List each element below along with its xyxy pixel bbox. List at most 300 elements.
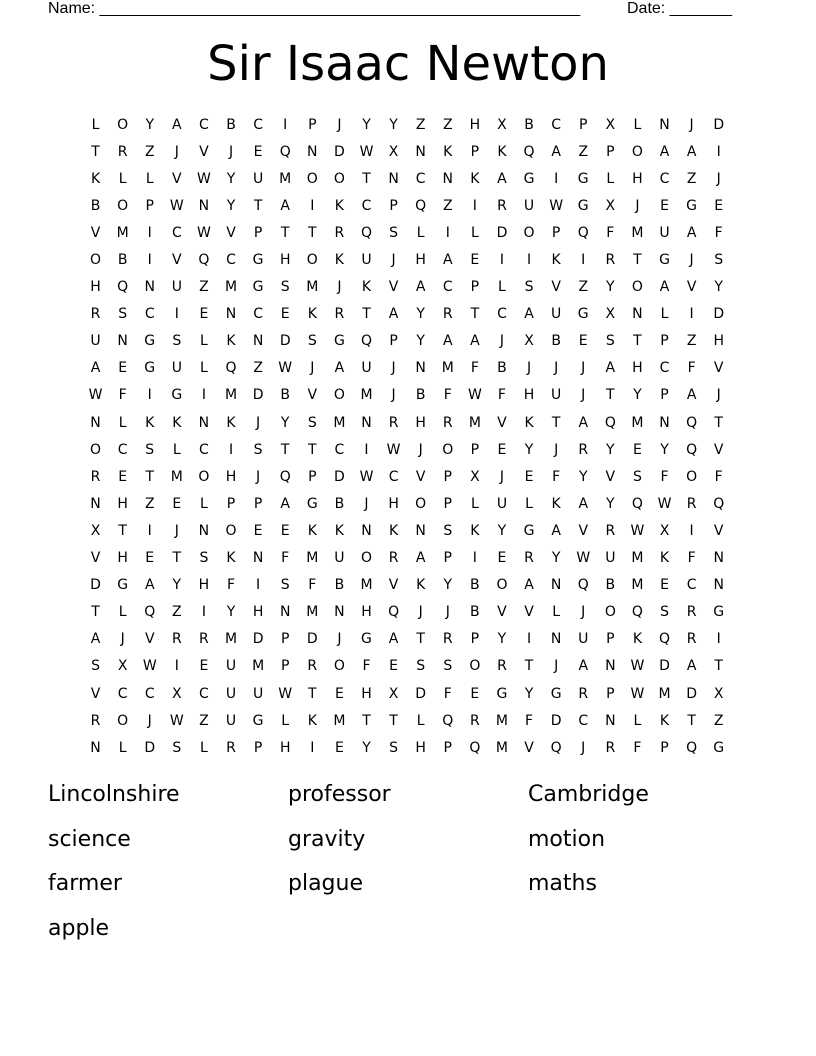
grid-letter[interactable]: Y <box>578 468 588 485</box>
grid-letter[interactable]: P <box>606 631 615 648</box>
grid-letter[interactable]: S <box>660 604 669 621</box>
grid-letter[interactable]: P <box>470 631 480 648</box>
grid-letter[interactable]: P <box>389 197 398 214</box>
grid-letter[interactable]: U <box>361 252 372 269</box>
grid-letter[interactable]: G <box>523 170 535 187</box>
grid-letter[interactable]: K <box>307 712 317 729</box>
grid-letter[interactable]: R <box>605 739 616 756</box>
grid-letter[interactable]: C <box>551 116 562 133</box>
grid-letter[interactable]: R <box>605 252 616 269</box>
grid-letter[interactable]: O <box>198 468 210 485</box>
grid-letter[interactable]: M <box>116 224 129 241</box>
grid-letter[interactable]: C <box>171 224 182 241</box>
grid-letter[interactable]: X <box>90 522 101 539</box>
grid-letter[interactable]: I <box>526 252 532 269</box>
grid-letter[interactable]: G <box>117 577 129 594</box>
grid-letter[interactable]: N <box>605 658 616 675</box>
grid-letter[interactable]: O <box>631 143 643 160</box>
grid-letter[interactable]: D <box>334 468 345 485</box>
grid-letter[interactable]: N <box>361 522 372 539</box>
grid-letter[interactable]: G <box>144 333 156 350</box>
grid-letter[interactable]: M <box>360 387 373 404</box>
grid-letter[interactable]: E <box>199 306 209 323</box>
grid-letter[interactable]: O <box>631 279 643 296</box>
grid-letter[interactable]: C <box>144 685 155 702</box>
grid-letter[interactable]: E <box>253 143 263 160</box>
grid-letter[interactable]: C <box>415 170 426 187</box>
grid-letter[interactable]: S <box>145 441 155 458</box>
grid-letter[interactable]: F <box>226 577 236 594</box>
grid-letter[interactable]: O <box>117 712 129 729</box>
grid-letter[interactable]: Y <box>280 414 290 431</box>
grid-letter[interactable]: A <box>578 495 589 512</box>
grid-letter[interactable]: Q <box>360 333 372 350</box>
grid-letter[interactable]: Q <box>279 468 291 485</box>
grid-letter[interactable]: U <box>605 550 616 567</box>
grid-letter[interactable]: C <box>117 685 128 702</box>
grid-letter[interactable]: Y <box>606 279 615 296</box>
grid-letter[interactable]: L <box>118 414 127 431</box>
grid-letter[interactable]: Q <box>523 143 535 160</box>
grid-letter[interactable]: L <box>118 739 127 756</box>
grid-letter[interactable]: B <box>605 577 616 594</box>
grid-letter[interactable]: R <box>497 658 507 675</box>
grid-letter[interactable]: O <box>604 604 616 621</box>
grid-letter[interactable]: Q <box>360 224 372 241</box>
grid-letter[interactable]: V <box>524 739 534 756</box>
grid-letter[interactable]: I <box>283 116 288 133</box>
grid-letter[interactable]: W <box>142 658 157 675</box>
grid-letter[interactable]: R <box>442 414 453 431</box>
grid-letter[interactable]: R <box>334 306 345 323</box>
grid-letter[interactable]: L <box>200 739 208 756</box>
grid-letter[interactable]: O <box>306 170 318 187</box>
grid-letter[interactable]: L <box>633 712 642 729</box>
grid-letter[interactable]: H <box>632 170 643 187</box>
grid-letter[interactable]: S <box>253 441 263 458</box>
grid-letter[interactable]: R <box>686 495 697 512</box>
grid-letter[interactable]: B <box>280 387 290 404</box>
grid-letter[interactable]: S <box>172 739 182 756</box>
grid-letter[interactable]: T <box>389 712 398 729</box>
grid-letter[interactable]: J <box>337 279 342 296</box>
grid-letter[interactable]: L <box>200 333 208 350</box>
grid-letter[interactable]: A <box>388 306 399 323</box>
grid-letter[interactable]: P <box>253 739 263 756</box>
grid-letter[interactable]: V <box>172 252 182 269</box>
grid-letter[interactable]: A <box>280 197 290 214</box>
grid-letter[interactable]: L <box>633 116 642 133</box>
grid-letter[interactable]: C <box>226 252 236 269</box>
grid-letter[interactable]: L <box>606 170 615 187</box>
grid-letter[interactable]: G <box>496 685 508 702</box>
grid-letter[interactable]: A <box>686 387 697 404</box>
grid-letter[interactable]: I <box>689 522 694 539</box>
grid-letter[interactable]: M <box>224 631 238 648</box>
grid-letter[interactable]: J <box>554 441 559 458</box>
grid-letter[interactable]: W <box>630 522 645 539</box>
grid-letter[interactable]: I <box>554 170 559 187</box>
grid-letter[interactable]: N <box>252 333 264 350</box>
grid-letter[interactable]: Y <box>633 387 642 404</box>
grid-letter[interactable]: P <box>145 197 154 214</box>
grid-letter[interactable]: K <box>659 550 670 567</box>
grid-letter[interactable]: A <box>497 170 507 187</box>
grid-letter[interactable]: A <box>686 143 697 160</box>
grid-letter[interactable]: H <box>523 387 535 404</box>
grid-letter[interactable]: N <box>605 712 616 729</box>
grid-letter[interactable]: E <box>389 658 398 675</box>
grid-letter[interactable]: O <box>523 224 535 241</box>
grid-letter[interactable]: C <box>199 685 209 702</box>
grid-letter[interactable]: D <box>415 685 427 702</box>
grid-letter[interactable]: E <box>280 306 290 323</box>
grid-letter[interactable]: J <box>364 495 369 512</box>
grid-letter[interactable]: K <box>334 197 344 214</box>
grid-letter[interactable]: L <box>498 279 506 296</box>
grid-letter[interactable]: Y <box>497 522 507 539</box>
grid-letter[interactable]: I <box>716 143 721 160</box>
grid-letter[interactable]: P <box>470 279 480 296</box>
grid-letter[interactable]: X <box>172 685 182 702</box>
grid-letter[interactable]: Q <box>577 224 589 241</box>
grid-letter[interactable]: C <box>686 577 697 594</box>
grid-letter[interactable]: K <box>551 252 561 269</box>
grid-letter[interactable]: Y <box>524 441 534 458</box>
grid-letter[interactable]: V <box>524 604 534 621</box>
grid-letter[interactable]: C <box>497 306 507 323</box>
grid-letter[interactable]: I <box>147 387 152 404</box>
grid-letter[interactable]: K <box>443 143 453 160</box>
grid-letter[interactable]: R <box>578 441 589 458</box>
grid-letter[interactable]: J <box>716 387 721 404</box>
grid-letter[interactable]: Z <box>172 604 182 621</box>
grid-letter[interactable]: F <box>552 468 561 485</box>
grid-letter[interactable]: M <box>631 414 644 431</box>
grid-letter[interactable]: M <box>279 170 292 187</box>
grid-letter[interactable]: I <box>689 306 694 323</box>
grid-letter[interactable]: N <box>334 604 345 621</box>
grid-letter[interactable]: N <box>307 143 318 160</box>
grid-letter[interactable]: V <box>90 685 101 702</box>
grid-letter[interactable]: M <box>658 685 671 702</box>
grid-letter[interactable]: T <box>362 170 371 187</box>
grid-letter[interactable]: C <box>388 468 399 485</box>
grid-letter[interactable]: L <box>470 224 479 241</box>
grid-letter[interactable]: J <box>256 414 261 431</box>
grid-letter[interactable]: T <box>606 387 615 404</box>
grid-letter[interactable]: F <box>443 387 452 404</box>
grid-letter[interactable]: A <box>578 658 589 675</box>
grid-letter[interactable]: D <box>252 387 264 404</box>
grid-letter[interactable]: K <box>307 522 317 539</box>
grid-letter[interactable]: C <box>578 712 589 729</box>
grid-letter[interactable]: E <box>524 468 534 485</box>
grid-letter[interactable]: I <box>472 550 477 567</box>
grid-letter[interactable]: P <box>470 143 480 160</box>
grid-letter[interactable]: Y <box>362 116 371 133</box>
grid-letter[interactable]: J <box>418 441 423 458</box>
grid-letter[interactable]: F <box>281 550 290 567</box>
grid-letter[interactable]: W <box>278 685 293 702</box>
grid-letter[interactable]: H <box>90 279 101 296</box>
grid-letter[interactable]: V <box>713 522 724 539</box>
grid-letter[interactable]: Y <box>497 631 507 648</box>
grid-letter[interactable]: H <box>117 495 128 512</box>
grid-letter[interactable]: A <box>442 333 453 350</box>
grid-letter[interactable]: K <box>334 252 344 269</box>
grid-letter[interactable]: S <box>280 279 290 296</box>
grid-letter[interactable]: U <box>225 712 237 729</box>
grid-letter[interactable]: F <box>470 360 479 377</box>
grid-letter[interactable]: L <box>118 170 127 187</box>
grid-letter[interactable]: G <box>577 306 589 323</box>
grid-letter[interactable]: O <box>306 252 318 269</box>
grid-letter[interactable]: N <box>198 197 210 214</box>
grid-letter[interactable]: V <box>578 522 589 539</box>
grid-letter[interactable]: Q <box>659 631 671 648</box>
grid-letter[interactable]: Z <box>253 360 263 377</box>
grid-letter[interactable]: A <box>280 495 290 512</box>
grid-letter[interactable]: I <box>445 224 450 241</box>
grid-letter[interactable]: U <box>252 685 264 702</box>
grid-letter[interactable]: G <box>361 631 372 648</box>
grid-letter[interactable]: Z <box>686 333 697 350</box>
grid-letter[interactable]: O <box>333 387 345 404</box>
grid-letter[interactable]: Q <box>604 414 616 431</box>
grid-letter[interactable]: E <box>497 550 507 567</box>
grid-letter[interactable]: T <box>253 197 263 214</box>
grid-letter[interactable]: D <box>306 631 318 648</box>
grid-letter[interactable]: A <box>90 631 101 648</box>
grid-letter[interactable]: B <box>334 495 345 512</box>
grid-letter[interactable]: H <box>415 252 426 269</box>
grid-letter[interactable]: T <box>308 441 317 458</box>
grid-letter[interactable]: P <box>253 224 263 241</box>
grid-letter[interactable]: S <box>389 224 399 241</box>
grid-letter[interactable]: N <box>144 279 155 296</box>
grid-letter[interactable]: V <box>388 577 399 594</box>
grid-letter[interactable]: M <box>360 577 373 594</box>
grid-letter[interactable]: U <box>523 197 535 214</box>
grid-letter[interactable]: O <box>469 658 481 675</box>
grid-letter[interactable]: A <box>90 360 101 377</box>
grid-letter[interactable]: S <box>118 306 128 323</box>
grid-letter[interactable]: F <box>362 658 371 675</box>
grid-letter[interactable]: N <box>415 522 426 539</box>
grid-letter[interactable]: X <box>605 306 616 323</box>
grid-letter[interactable]: I <box>581 252 586 269</box>
grid-letter[interactable]: V <box>226 224 236 241</box>
grid-letter[interactable]: W <box>467 387 482 404</box>
grid-letter[interactable]: D <box>659 658 670 675</box>
grid-letter[interactable]: Z <box>415 116 426 133</box>
grid-letter[interactable]: U <box>551 387 562 404</box>
grid-letter[interactable]: W <box>630 685 645 702</box>
grid-letter[interactable]: J <box>581 387 586 404</box>
grid-letter[interactable]: S <box>443 658 453 675</box>
grid-letter[interactable]: R <box>226 739 236 756</box>
grid-letter[interactable]: T <box>91 143 100 160</box>
grid-letter[interactable]: M <box>224 387 238 404</box>
grid-letter[interactable]: D <box>144 739 156 756</box>
grid-letter[interactable]: J <box>256 468 261 485</box>
grid-letter[interactable]: Z <box>686 170 697 187</box>
grid-letter[interactable]: P <box>606 685 615 702</box>
grid-letter[interactable]: O <box>333 170 345 187</box>
grid-letter[interactable]: Z <box>442 197 453 214</box>
grid-letter[interactable]: V <box>90 224 101 241</box>
grid-letter[interactable]: Y <box>172 577 182 594</box>
grid-letter[interactable]: E <box>253 522 263 539</box>
grid-letter[interactable]: L <box>172 441 181 458</box>
grid-letter[interactable]: J <box>581 739 586 756</box>
grid-letter[interactable]: H <box>361 685 372 702</box>
grid-letter[interactable]: S <box>91 658 100 675</box>
grid-letter[interactable]: Y <box>606 441 615 458</box>
grid-letter[interactable]: M <box>306 550 319 567</box>
grid-letter[interactable]: T <box>308 685 317 702</box>
grid-letter[interactable]: R <box>90 712 101 729</box>
grid-letter[interactable]: E <box>632 441 642 458</box>
grid-letter[interactable]: F <box>687 360 696 377</box>
grid-letter[interactable]: E <box>470 685 480 702</box>
grid-letter[interactable]: U <box>334 550 345 567</box>
grid-letter[interactable]: Y <box>714 279 723 296</box>
grid-letter[interactable]: Z <box>578 279 589 296</box>
grid-letter[interactable]: N <box>198 414 210 431</box>
grid-letter[interactable]: U <box>90 333 101 350</box>
grid-letter[interactable]: R <box>90 468 101 485</box>
grid-letter[interactable]: O <box>360 550 372 567</box>
grid-letter[interactable]: G <box>523 522 535 539</box>
grid-letter[interactable]: T <box>714 414 723 431</box>
grid-letter[interactable]: U <box>252 170 264 187</box>
grid-letter[interactable]: P <box>280 631 290 648</box>
grid-letter[interactable]: N <box>415 360 426 377</box>
grid-letter[interactable]: U <box>551 306 562 323</box>
grid-letter[interactable]: B <box>226 116 236 133</box>
grid-letter[interactable]: Z <box>713 712 724 729</box>
grid-letter[interactable]: S <box>307 333 317 350</box>
grid-letter[interactable]: T <box>145 468 155 485</box>
grid-letter[interactable]: T <box>172 550 182 567</box>
grid-letter[interactable]: D <box>550 712 562 729</box>
grid-letter[interactable]: X <box>470 468 480 485</box>
grid-letter[interactable]: K <box>361 279 372 296</box>
grid-letter[interactable]: S <box>443 522 453 539</box>
grid-letter[interactable]: M <box>441 360 454 377</box>
grid-letter[interactable]: J <box>635 197 640 214</box>
grid-letter[interactable]: P <box>226 495 236 512</box>
grid-letter[interactable]: T <box>362 712 371 729</box>
grid-letter[interactable]: I <box>716 631 721 648</box>
grid-letter[interactable]: R <box>524 550 534 567</box>
grid-letter[interactable]: N <box>713 550 724 567</box>
grid-letter[interactable]: Y <box>416 306 425 323</box>
grid-letter[interactable]: W <box>88 387 103 404</box>
grid-letter[interactable]: T <box>416 631 425 648</box>
grid-letter[interactable]: O <box>686 468 698 485</box>
grid-letter[interactable]: D <box>252 631 264 648</box>
grid-letter[interactable]: Q <box>577 577 589 594</box>
grid-letter[interactable]: J <box>391 252 396 269</box>
grid-letter[interactable]: H <box>279 252 291 269</box>
grid-letter[interactable]: M <box>306 279 319 296</box>
grid-letter[interactable]: W <box>197 170 211 187</box>
grid-letter[interactable]: G <box>713 604 725 621</box>
grid-letter[interactable]: T <box>551 414 561 431</box>
grid-letter[interactable]: K <box>470 170 480 187</box>
grid-letter[interactable]: V <box>713 441 724 458</box>
grid-letter[interactable]: L <box>145 170 154 187</box>
grid-letter[interactable]: T <box>524 658 534 675</box>
grid-letter[interactable]: A <box>442 252 453 269</box>
grid-letter[interactable]: Q <box>550 739 562 756</box>
grid-letter[interactable]: V <box>497 414 507 431</box>
grid-letter[interactable]: Y <box>226 170 236 187</box>
grid-letter[interactable]: N <box>279 604 291 621</box>
grid-letter[interactable]: I <box>201 604 206 621</box>
grid-letter[interactable]: V <box>415 468 426 485</box>
grid-letter[interactable]: N <box>90 739 101 756</box>
grid-letter[interactable]: E <box>660 577 669 594</box>
grid-letter[interactable]: C <box>334 441 345 458</box>
grid-letter[interactable]: D <box>279 333 291 350</box>
grid-letter[interactable]: N <box>90 495 101 512</box>
grid-letter[interactable]: P <box>606 143 615 160</box>
grid-letter[interactable]: K <box>172 414 182 431</box>
grid-letter[interactable]: I <box>526 631 532 648</box>
grid-letter[interactable]: B <box>90 197 101 214</box>
grid-letter[interactable]: W <box>549 197 564 214</box>
grid-letter[interactable]: Y <box>660 441 669 458</box>
grid-letter[interactable]: A <box>551 143 561 160</box>
grid-letter[interactable]: V <box>686 279 697 296</box>
grid-letter[interactable]: O <box>415 495 427 512</box>
grid-letter[interactable]: J <box>499 333 505 350</box>
grid-letter[interactable]: M <box>170 468 183 485</box>
grid-letter[interactable]: A <box>524 577 534 594</box>
grid-letter[interactable]: K <box>551 495 561 512</box>
grid-letter[interactable]: R <box>334 224 345 241</box>
grid-letter[interactable]: U <box>171 360 182 377</box>
grid-letter[interactable]: H <box>225 468 237 485</box>
grid-letter[interactable]: C <box>253 116 263 133</box>
grid-letter[interactable]: F <box>714 224 723 241</box>
grid-letter[interactable]: J <box>526 360 532 377</box>
grid-letter[interactable]: K <box>497 143 507 160</box>
grid-letter[interactable]: Q <box>686 739 698 756</box>
grid-letter[interactable]: Q <box>713 495 725 512</box>
grid-letter[interactable]: N <box>442 170 453 187</box>
grid-letter[interactable]: B <box>470 604 480 621</box>
grid-letter[interactable]: V <box>144 631 155 648</box>
grid-letter[interactable]: O <box>90 252 102 269</box>
grid-letter[interactable]: Q <box>388 604 400 621</box>
grid-letter[interactable]: F <box>525 712 534 729</box>
grid-letter[interactable]: N <box>90 414 101 431</box>
grid-letter[interactable]: B <box>497 360 507 377</box>
grid-letter[interactable]: O <box>496 577 508 594</box>
grid-letter[interactable]: D <box>496 224 508 241</box>
grid-letter[interactable]: C <box>659 170 670 187</box>
grid-letter[interactable]: I <box>310 739 315 756</box>
grid-letter[interactable]: S <box>389 739 399 756</box>
grid-letter[interactable]: N <box>415 143 426 160</box>
grid-letter[interactable]: S <box>605 333 615 350</box>
grid-letter[interactable]: E <box>199 658 209 675</box>
